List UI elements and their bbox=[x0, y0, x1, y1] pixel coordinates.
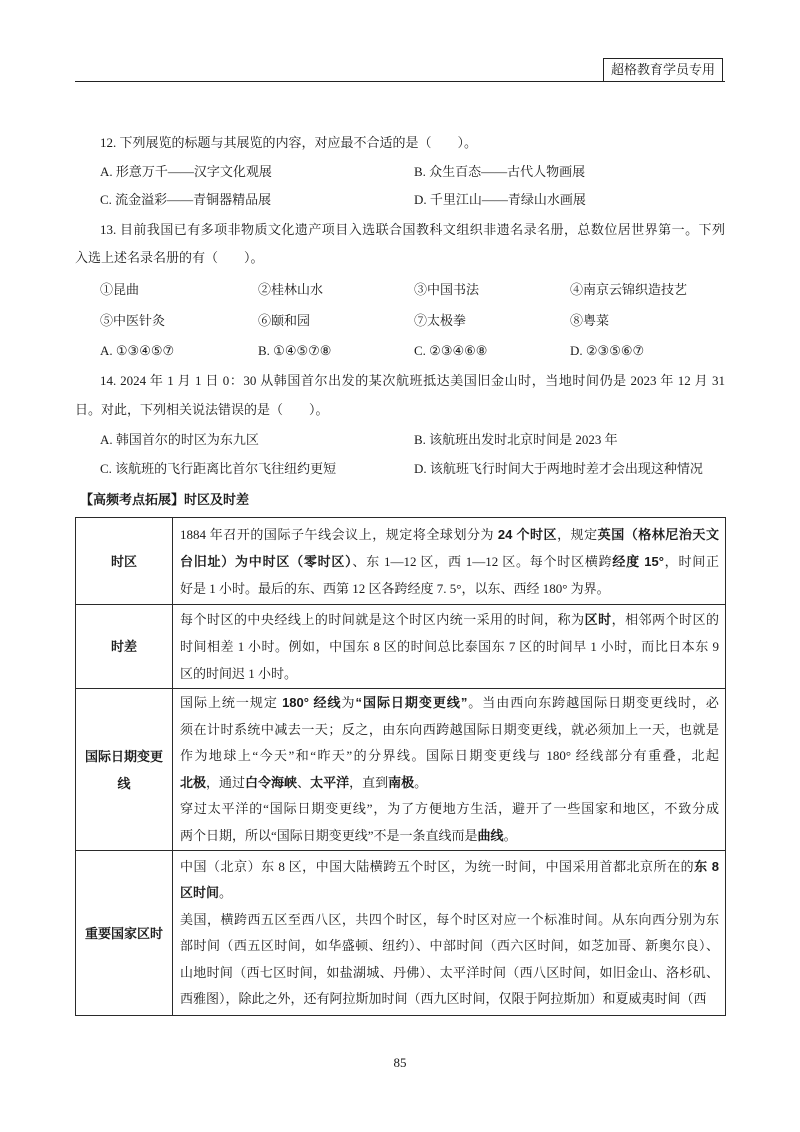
option-d: D. 千里江山——青绿山水画展 bbox=[414, 192, 586, 207]
text-segment: 穿过太平洋的“国际日期变更线”，为了方便地方生活，避开了一些国家和地区，不致分成 bbox=[180, 801, 719, 816]
text-segment: 。 bbox=[503, 827, 517, 843]
emphasis-text: “国际日期变更线” bbox=[355, 695, 468, 710]
paragraph bbox=[180, 907, 719, 1013]
header-rule bbox=[75, 81, 725, 82]
text-line bbox=[180, 575, 719, 602]
text-segment: 、东 1—12 区，西 1—12 区。每个时区横跨 bbox=[352, 553, 613, 569]
emphasis-text: 北极 bbox=[180, 774, 207, 790]
paragraph bbox=[180, 690, 719, 796]
time-zone-table bbox=[75, 517, 726, 1016]
text-segment: 好是 1 小时。最后的东、西第 12 区各跨经度 7. 5°，以东、西经 180° 为界。 bbox=[180, 580, 610, 596]
text-segment: ，时间正 bbox=[663, 553, 719, 569]
text-segment: 。 bbox=[414, 774, 428, 790]
table-body bbox=[76, 518, 726, 1016]
text-line bbox=[180, 854, 719, 881]
row-label: 时差 bbox=[76, 605, 173, 689]
text-segment: 区的时间迟 1 小时。 bbox=[180, 666, 298, 681]
section-heading bbox=[80, 490, 249, 510]
text-segment: ，规定 bbox=[557, 526, 598, 542]
text-line bbox=[180, 743, 719, 770]
text-line bbox=[180, 823, 719, 850]
emphasis-text: 区时 bbox=[584, 612, 612, 627]
text-segment: ，相邻两个时区的 bbox=[611, 612, 719, 627]
emphasis-text: 东 8 bbox=[694, 858, 719, 874]
question-14-stem-line: 14. 2024 年 1 月 1 日 0：30 从韩国首尔出发的某次航班抵达美国旧金山时，当地时间仍是 2023 年 12 月 31 bbox=[100, 373, 725, 388]
option-c: C. 该航班的飞行距离比首尔飞往纽约更短 bbox=[100, 461, 337, 476]
item-4: ④南京云锦织造技艺 bbox=[570, 282, 688, 297]
emphasis-text: 曲线 bbox=[477, 827, 504, 843]
question-13-stem-line: 入选上述名录名册的有（ ）。 bbox=[75, 250, 264, 265]
option-d: D. ②③⑤⑥⑦ bbox=[570, 343, 645, 358]
table-row bbox=[76, 689, 726, 851]
section-title: 时区及时差 bbox=[184, 492, 250, 507]
text-segment: 、 bbox=[297, 774, 311, 790]
text-line bbox=[180, 660, 719, 687]
text-line bbox=[180, 960, 719, 987]
text-segment: 两个日期，所以“国际日期变更线”不是一条直线而是 bbox=[180, 827, 478, 843]
text-line bbox=[180, 796, 719, 823]
item-8: ⑧粤菜 bbox=[570, 313, 610, 328]
text-segment: 须在计时系统中减去一天；反之，由东向西跨越国际日期变更线，就必须加上一天，也就是 bbox=[180, 721, 719, 737]
row-content bbox=[173, 605, 726, 689]
item-7: ⑦太极拳 bbox=[414, 313, 467, 328]
option-c: C. ②③④⑥⑧ bbox=[414, 343, 488, 358]
item-6: ⑥颐和园 bbox=[258, 313, 311, 328]
emphasis-text: 白令海峡 bbox=[245, 774, 298, 790]
emphasis-text: 180° 经线 bbox=[282, 695, 342, 710]
option-a: A. ①③④⑤⑦ bbox=[100, 343, 175, 358]
text-line bbox=[180, 770, 719, 797]
emphasis-text: 太平洋 bbox=[310, 774, 350, 790]
row-content bbox=[173, 689, 726, 851]
option-b: B. 众生百态——古代人物画展 bbox=[414, 164, 586, 179]
page-number: 85 bbox=[393, 1055, 407, 1070]
paragraph bbox=[180, 796, 719, 849]
row-content bbox=[173, 851, 726, 1016]
text-line bbox=[180, 633, 719, 660]
text-segment: 。当由西向东跨越国际日期变更线时，必 bbox=[467, 695, 719, 710]
option-d: D. 该航班飞行时间大于两地时差才会出现这种情况 bbox=[414, 461, 703, 476]
item-1: ①昆曲 bbox=[100, 282, 140, 297]
row-label: 时区 bbox=[76, 518, 173, 605]
emphasis-text: 区时间 bbox=[180, 885, 220, 900]
table-row bbox=[76, 518, 726, 605]
text-segment: 西雅图），除此之外，还有阿拉斯加时间（西九区时间，仅限于阿拉斯加）和夏威夷时间（西 bbox=[180, 991, 707, 1006]
emphasis-text: 24 个时区 bbox=[497, 526, 558, 542]
text-segment: 美国，横跨西五区至西八区，共四个时区，每个时区对应一个标准时间。从东向西分别为东 bbox=[180, 911, 719, 927]
paragraph bbox=[180, 606, 719, 687]
emphasis-text: 英国（格林尼治天文 bbox=[597, 526, 719, 542]
paragraph bbox=[180, 521, 719, 602]
text-segment: 部时间（西五区时间，如华盛顿、纽约）、中部时间（西六区时间，如芝加哥、新奥尔良）、 bbox=[180, 938, 719, 953]
text-line bbox=[180, 907, 719, 934]
row-content bbox=[173, 518, 726, 605]
text-segment: 作为地球上“今天”和“昨天”的分界线。国际日期变更线与 180° 经线部分有重叠，北起 bbox=[180, 748, 719, 763]
text-line bbox=[180, 606, 719, 633]
text-line bbox=[180, 880, 719, 907]
row-label: 国际日期变更线 bbox=[76, 689, 173, 851]
emphasis-text: 经度 15° bbox=[612, 553, 664, 569]
text-line bbox=[180, 521, 719, 548]
paragraph bbox=[180, 854, 719, 907]
text-segment: ，直到 bbox=[349, 774, 389, 790]
text-line bbox=[180, 548, 719, 575]
emphasis-text: 台旧址）为中时区（零时区） bbox=[180, 553, 353, 569]
table-row bbox=[76, 851, 726, 1016]
question-13-stem-line: 13. 目前我国已有多项非物质文化遗产项目入选联合国教科文组织非遗名录名册，总数位居世界第一。下列 bbox=[100, 222, 725, 237]
text-segment: 时间相差 1 小时。例如，中国东 8 区的时间总比泰国东 7 区的时间早 1 小时，而比日本东 9 bbox=[180, 639, 719, 654]
text-line bbox=[180, 986, 719, 1013]
item-3: ③中国书法 bbox=[414, 282, 480, 297]
question-14-stem-line: 日。对此，下列相关说法错误的是（ ）。 bbox=[75, 402, 329, 417]
question-12-stem: 12. 下列展览的标题与其展览的内容，对应最不合适的是（ ）。 bbox=[100, 135, 478, 150]
table-row bbox=[76, 605, 726, 689]
option-a: A. 韩国首尔的时区为东九区 bbox=[100, 432, 259, 447]
option-a: A. 形意万千——汉字文化观展 bbox=[100, 164, 272, 179]
option-b: B. ①④⑤⑦⑧ bbox=[258, 343, 332, 358]
text-segment: 为 bbox=[341, 695, 356, 710]
emphasis-text: 南极 bbox=[388, 774, 415, 790]
text-line bbox=[180, 717, 719, 744]
text-segment: 每个时区的中央经线上的时间就是这个时区内统一采用的时间，称为 bbox=[180, 612, 585, 627]
text-segment: 国际上统一规定 bbox=[180, 695, 283, 710]
option-b: B. 该航班出发时北京时间是 2023 年 bbox=[414, 432, 618, 447]
text-line bbox=[180, 690, 719, 717]
header-badge: 超格教育学员专用 bbox=[603, 58, 723, 82]
text-segment: 山地时间（西七区时间，如盐湖城、丹佛）、太平洋时间（西八区时间，如旧金山、洛杉矶、 bbox=[180, 964, 719, 980]
text-segment: 1884 年召开的国际子午线会议上，规定将全球划分为 bbox=[180, 526, 498, 542]
item-2: ②桂林山水 bbox=[258, 282, 324, 297]
text-line bbox=[180, 933, 719, 960]
section-bracket-label: 【高频考点拓展】 bbox=[80, 492, 185, 507]
text-segment: 中国（北京）东 8 区，中国大陆横跨五个时区，为统一时间，中国采用首都北京所在的 bbox=[180, 858, 695, 874]
option-c: C. 流金溢彩——青铜器精品展 bbox=[100, 192, 272, 207]
item-5: ⑤中医针灸 bbox=[100, 313, 166, 328]
text-segment: ，通过 bbox=[206, 774, 246, 790]
row-label: 重要国家区时 bbox=[76, 851, 173, 1016]
text-segment: 。 bbox=[219, 885, 233, 900]
